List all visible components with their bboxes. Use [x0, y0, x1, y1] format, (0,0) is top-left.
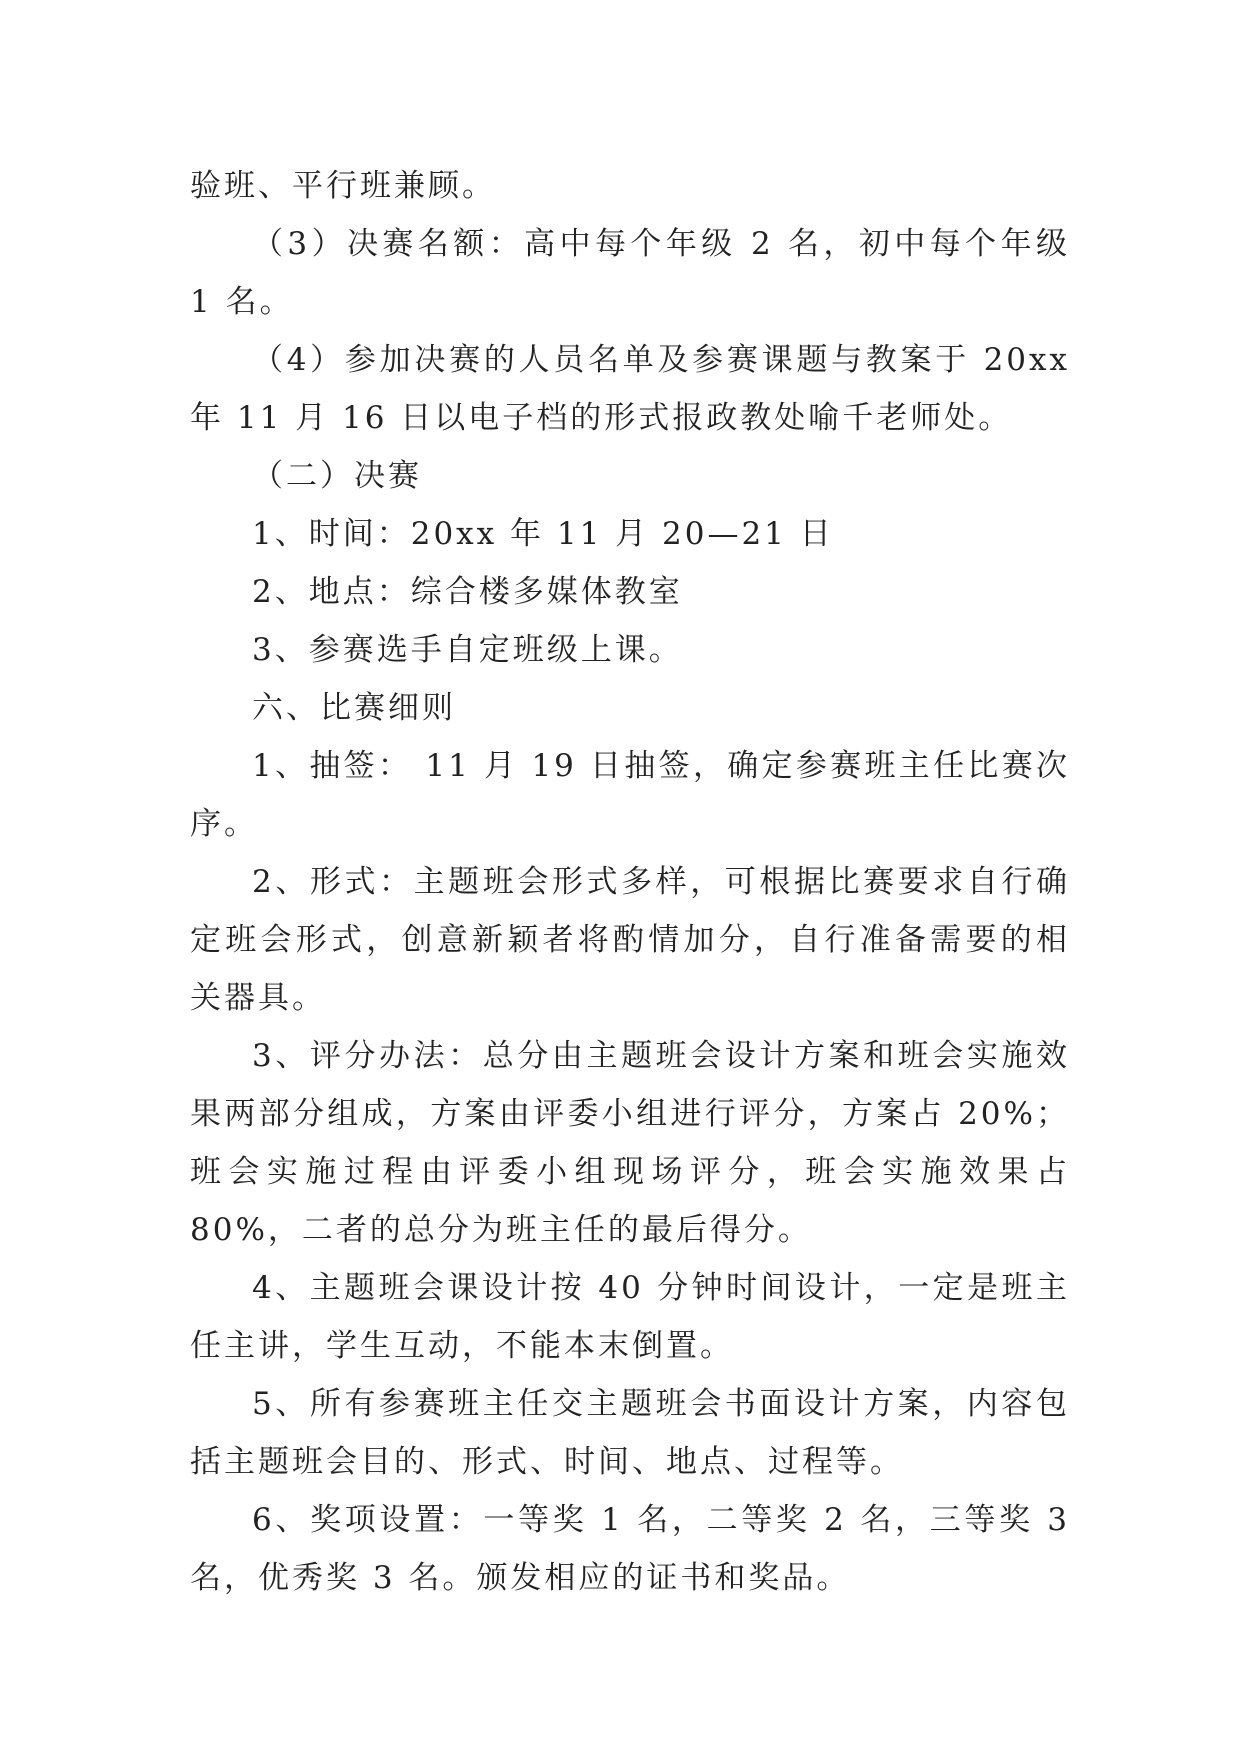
section-heading-final: （二）决赛: [252, 458, 422, 494]
paragraph-class-choice: 3、参赛选手自定班级上课。: [252, 632, 683, 668]
paragraph-written-plan: 5、所有参赛班主任交主题班会书面设计方案，内容包括主题班会目的、形式、时间、地点、过程等。: [190, 1386, 1070, 1480]
paragraph-scoring: 3、评分办法：总分由主题班会设计方案和班会实施效果两部分组成，方案由评委小组进行评分，方案占 20%；班会实施过程由评委小组现场评分，班会实施效果占 80%，二者的总分为班主任的最后得分。: [190, 1038, 1070, 1248]
paragraph-submission: （4）参加决赛的人员名单及参赛课题与教案于 20xx 年 11 月 16 日以电子档的形式报政教处喻千老师处。: [190, 342, 1070, 436]
paragraph-format: 2、形式：主题班会形式多样，可根据比赛要求自行确定班会形式，创意新颖者将酌情加分，自行准备需要的相关器具。: [190, 864, 1070, 1016]
paragraph-final-quota: （3）决赛名额：高中每个年级 2 名，初中每个年级 1 名。: [190, 226, 1070, 320]
paragraph-awards: 6、奖项设置：一等奖 1 名，二等奖 2 名，三等奖 3 名，优秀奖 3 名。颁发相应的证书和奖品。: [190, 1502, 1070, 1596]
section-heading-rules: 六、比赛细则: [252, 690, 456, 726]
paragraph-draw: 1、抽签： 11 月 19 日抽签，确定参赛班主任比赛次序。: [190, 748, 1070, 842]
document-body: [190, 157, 1070, 1607]
paragraph-design: 4、主题班会课设计按 40 分钟时间设计，一定是班主任主讲，学生互动，不能本末倒置。: [190, 1270, 1070, 1364]
paragraph-continuation: 验班、平行班兼顾。: [190, 168, 496, 204]
paragraph-location: 2、地点：综合楼多媒体教室: [252, 574, 683, 610]
paragraph-time: 1、时间：20xx 年 11 月 20—21 日: [252, 516, 834, 552]
